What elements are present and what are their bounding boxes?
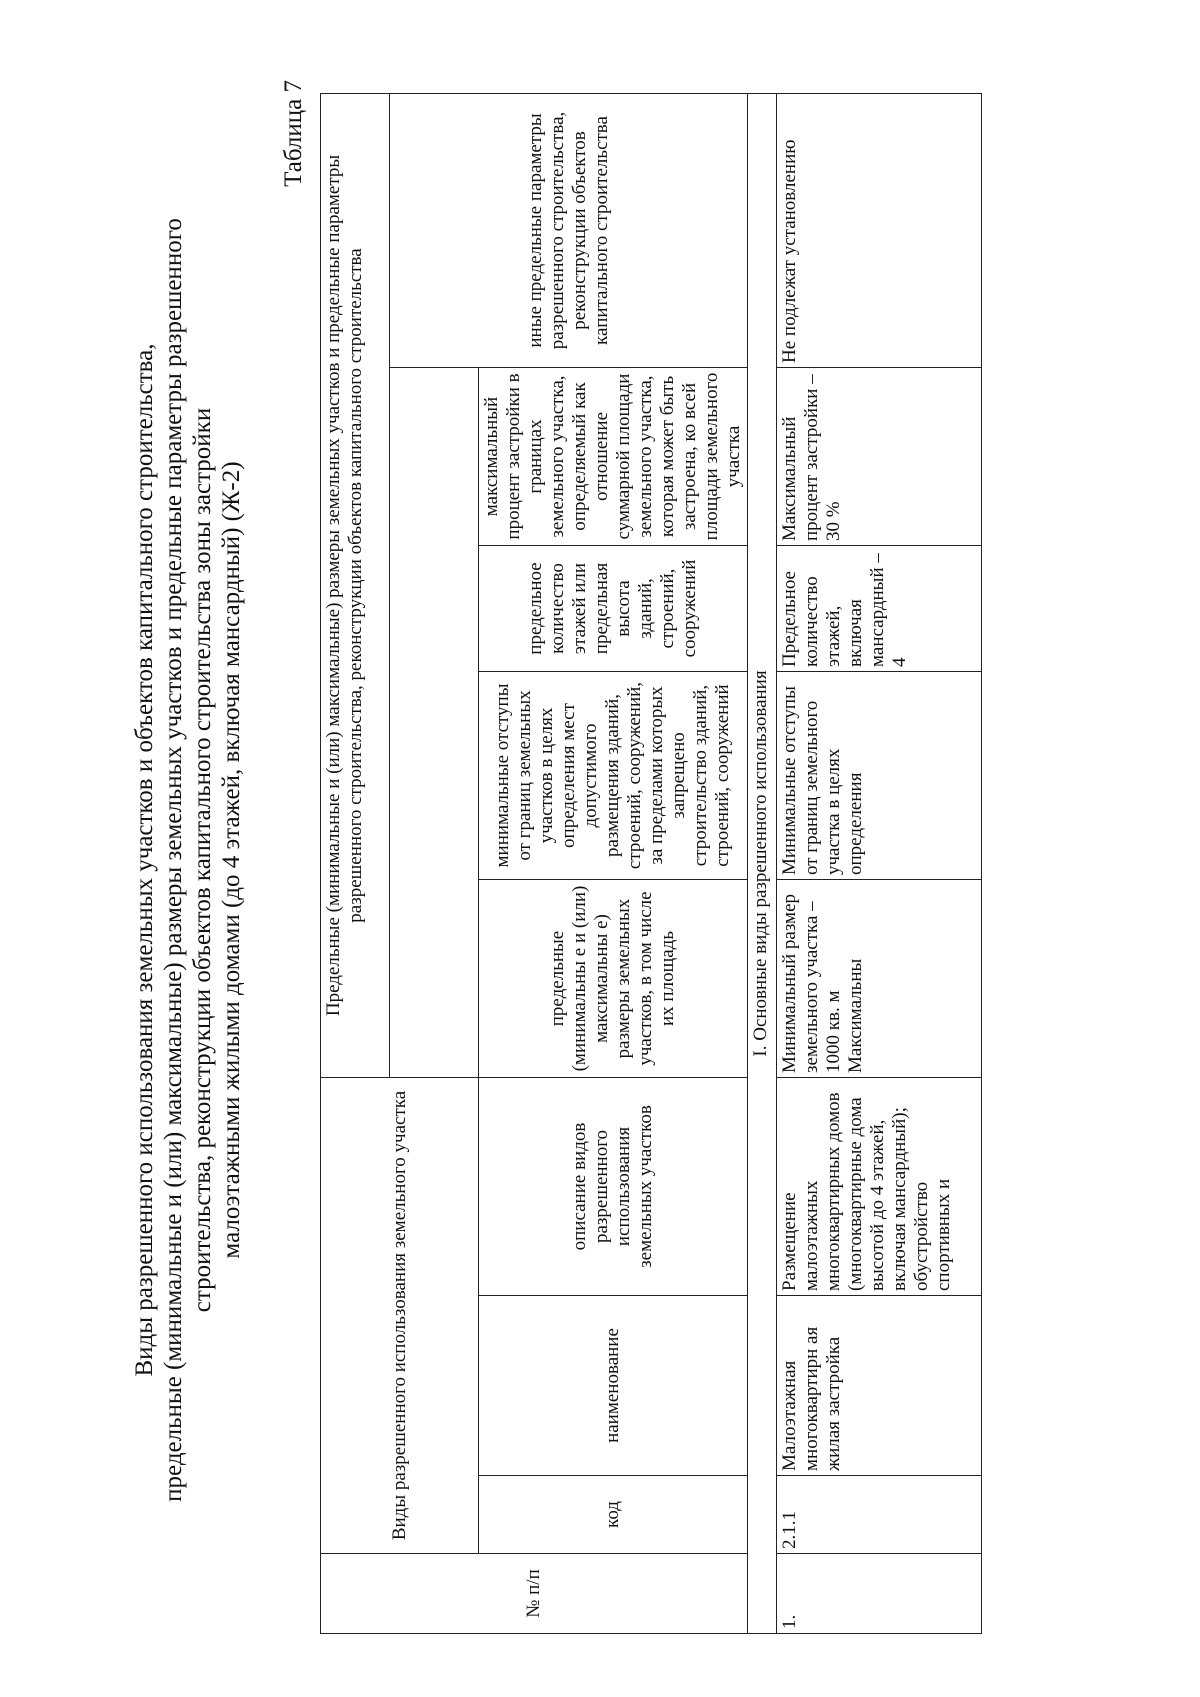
- table-label: Таблица 7: [280, 80, 307, 187]
- rotated-page: [130, 50, 1170, 1670]
- header-setbacks: минимальные отступы от границ земельных участков в целях определения мест допустимого размещения зданий, строений, сооружений, за пределами которых запрещено строительство зданий, строений, сооружений: [479, 672, 748, 880]
- row-other-text: Не подлежат установлению: [779, 139, 800, 363]
- header-name: наименование: [479, 1296, 748, 1476]
- row-code-text: 2.1.1: [779, 1511, 800, 1549]
- header-code: код: [479, 1476, 748, 1554]
- header-group-kinds: Виды разрешенного использования земельного участка: [321, 1078, 479, 1554]
- row-other: [777, 93, 982, 367]
- row-size-text: Минимальный размер земельного участка – 1000 кв. м Максимальны: [779, 893, 866, 1073]
- row-setbacks: [777, 672, 982, 880]
- document-title: [130, 50, 246, 1670]
- header-description: описание видов разрешенного использования земельных участков: [479, 1078, 748, 1296]
- zoning-table: [320, 93, 982, 1634]
- title-line: Виды разрешенного использования земельных участков и объектов капитального строительства,: [131, 343, 158, 1377]
- row-setbacks-text: Минимальные отступы от границ земельного участка в целях определения: [779, 686, 866, 875]
- row-no-text: 1.: [779, 1614, 800, 1629]
- header-no: № п/п: [321, 1554, 748, 1634]
- row-description-text: Размещение малоэтажных многоквартирных домов (многоквартирные дома высотой до 4 этажей, включая мансардный); обустройство спортивных и: [779, 1092, 954, 1291]
- title-line: малоэтажными жилыми домами (до 4 этажей, включая мансардный) (Ж-2): [218, 461, 245, 1259]
- row-name-text: Малоэтажная многоквартирн ая жилая застройка: [779, 1326, 844, 1471]
- row-code: [777, 1476, 982, 1554]
- row-floors: [777, 546, 982, 672]
- row-name: [777, 1296, 982, 1476]
- row-coverage: [777, 368, 982, 546]
- header-size: предельные (минимальны е и (или) максимальны е) размеры земельных участков, в том числе их площадь: [479, 880, 748, 1078]
- row-coverage-text: Максимальный процент застройки – 30 %: [779, 374, 844, 541]
- header-coverage: максимальный процент застройки в границах земельного участка, определяемый как отношение суммарной площади земельного участка, которая может быть застроена, ко всей площади земельного участка: [479, 368, 748, 546]
- header-group-params: Предельные (минимальные и (или) максимальные) размеры земельных участков и предельные параметры разрешенного строительства, реконструкции объектов капитального строительства: [321, 93, 390, 1077]
- row-size: [777, 880, 982, 1078]
- row-description: [777, 1078, 982, 1296]
- title-line: строительства, реконструкции объектов капитального строительства зоны застройки: [189, 407, 216, 1313]
- row-floors-text: Предельное количество этажей, включая мансардный – 4: [779, 553, 910, 667]
- section-title: I. Основные виды разрешенного использования: [748, 93, 777, 1633]
- table-row: [777, 93, 982, 1633]
- title-line: предельные (минимальные и (или) максимальные) размеры земельных участков и предельные параметры разрешенного: [160, 218, 187, 1502]
- header-other: иные предельные параметры разрешенного строительства, реконструкции объектов капитального строительства: [390, 93, 748, 367]
- header-params-spacer: [390, 368, 479, 1078]
- row-no: [777, 1554, 982, 1634]
- header-floors: предельное количество этажей или предельная высота зданий, строений, сооружений: [479, 546, 748, 672]
